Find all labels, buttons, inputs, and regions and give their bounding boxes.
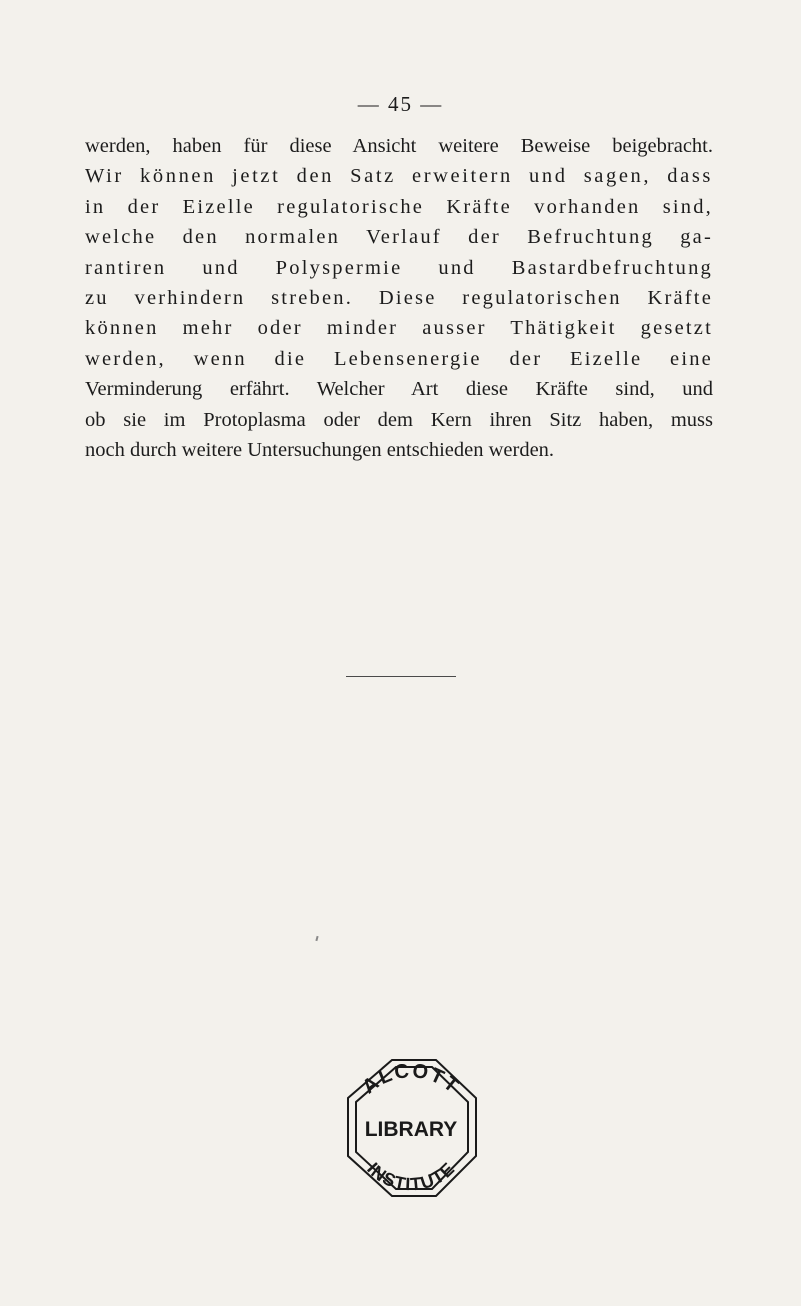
page-number: — 45 — — [357, 92, 444, 116]
svg-text:INSTITUTE — [363, 1158, 459, 1194]
text-line: welche den normalen Verlauf der Befruchtung ga- — [85, 226, 713, 249]
text-line: Wir können jetzt den Satz erweitern und sagen, dass — [85, 165, 713, 188]
text-line: noch durch weitere Untersuchungen entschieden werden. — [85, 439, 555, 462]
paper-speck — [315, 936, 318, 941]
text-line: zu verhindern streben. Diese regulatorischen Kräfte — [85, 287, 713, 310]
text-line: Verminderung erfährt. Welcher Art diese Kräfte sind, und — [85, 378, 713, 401]
body-paragraph — [85, 131, 713, 465]
text-line: können mehr oder minder ausser Thätigkeit gesetzt — [85, 317, 713, 340]
section-divider — [346, 676, 456, 677]
text-line: rantiren und Polyspermie und Bastardbefruchtung — [85, 256, 713, 279]
text-line: in der Eizelle regulatorische Kräfte vorhanden sind, — [85, 195, 713, 218]
library-stamp — [336, 1052, 486, 1204]
text-line: werden, wenn die Lebensenergie der Eizelle eine — [85, 347, 713, 370]
text-line: ob sie im Protoplasma oder dem Kern ihren Sitz haben, muss — [85, 408, 713, 431]
stamp-center-text: LIBRARY — [364, 1118, 458, 1141]
stamp-bottom-text: INSTITUTE — [363, 1158, 459, 1195]
stamp-top-text: ALCOTT — [358, 1059, 464, 1099]
text-line: werden, haben für diese Ansicht weitere Beweise beigebracht. — [85, 135, 713, 157]
svg-text:ALCOTT — [358, 1060, 464, 1098]
